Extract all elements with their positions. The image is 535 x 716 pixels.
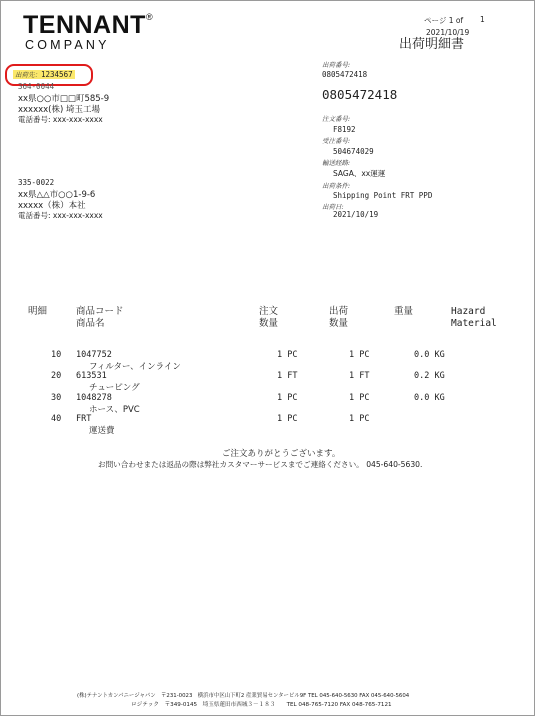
order-label: 受注番号: bbox=[322, 137, 351, 145]
thanks-note: ご注文ありがとうございます。 bbox=[222, 449, 341, 459]
page-number-label: ページ 1 of bbox=[424, 16, 464, 25]
col-header-code: 商品コード bbox=[76, 306, 124, 317]
row-ordered: 1 PC bbox=[277, 350, 298, 360]
ship-to-address: xx県○○市□□町585-9 bbox=[18, 94, 110, 104]
row-weight: 0.2 KG bbox=[414, 371, 445, 381]
col-header-weight: 重量 bbox=[394, 306, 414, 317]
shipment-no-label: 出荷番号: bbox=[322, 61, 351, 69]
col-header-name: 商品名 bbox=[76, 318, 105, 329]
footer-line-2: ロジテック 〒349-0145 埼玉県蓮田市西城３－１８３ TEL 048-765-7120 FAX 048-765-7121 bbox=[131, 702, 392, 708]
footer-line-1: (株)テナントカンパニージャパン 〒231-0023 横浜市中区山下町2 産業貿易センタービル9F TEL 045-640-5630 FAX 045-640-5604 bbox=[77, 693, 410, 699]
col-header-hazard-1: Hazard bbox=[451, 306, 486, 317]
row-shipped: 1 PC bbox=[349, 414, 370, 424]
row-ordered: 1 PC bbox=[277, 393, 298, 403]
ship-to-phone: 電話番号: xxx-xxx-xxxx bbox=[18, 115, 103, 124]
row-name: フィルター、インライン bbox=[89, 362, 181, 372]
document-date: 2021/10/19 bbox=[426, 28, 470, 37]
terms-label: 出荷条件: bbox=[322, 182, 351, 190]
document-title: 出荷明細書 bbox=[399, 37, 465, 52]
row-name: ホース、PVC bbox=[89, 405, 140, 415]
col-header-line: 明細 bbox=[28, 306, 48, 317]
order-number: 504674029 bbox=[333, 147, 374, 156]
route-value: SAGA、xx運運 bbox=[333, 169, 386, 178]
shipment-no-large: 0805472418 bbox=[322, 87, 398, 102]
row-shipped: 1 PC bbox=[349, 393, 370, 403]
route-label: 輸送経路: bbox=[322, 159, 351, 167]
row-code: 1048278 bbox=[76, 393, 112, 403]
shipper-label: 出荷先： bbox=[15, 71, 41, 79]
po-label: 注文番号: bbox=[322, 115, 351, 123]
row-line-no: 30 bbox=[51, 393, 62, 403]
bill-to-phone: 電話番号: xxx-xxx-xxxx bbox=[18, 211, 103, 220]
col-header-hazard-2: Material bbox=[451, 318, 497, 329]
row-ordered: 1 FT bbox=[277, 371, 298, 381]
col-header-shipped-2: 数量 bbox=[329, 318, 349, 329]
ship-to-zip: 364-0044 bbox=[18, 82, 55, 91]
row-line-no: 40 bbox=[51, 414, 62, 424]
shipment-no: 0805472418 bbox=[322, 70, 368, 79]
row-shipped: 1 PC bbox=[349, 350, 370, 360]
row-name: チューピング bbox=[89, 383, 140, 393]
bill-to-address: xx県△△市○○1-9-6 bbox=[18, 190, 96, 200]
row-weight: 0.0 KG bbox=[414, 393, 445, 403]
terms-value: Shipping Point FRT PPD bbox=[333, 191, 433, 200]
col-header-ordered-1: 注文 bbox=[259, 306, 279, 317]
bill-to-zip: 335-0022 bbox=[18, 178, 55, 187]
row-code: 613531 bbox=[76, 371, 107, 381]
logo-text-company: COMPANY bbox=[25, 38, 110, 52]
company-logo-wordmark bbox=[23, 13, 153, 38]
page-total: 1 bbox=[480, 15, 485, 24]
row-line-no: 20 bbox=[51, 371, 62, 381]
bill-to-company: xxxxx（株）本社 bbox=[18, 201, 86, 211]
row-line-no: 10 bbox=[51, 350, 62, 360]
ship-date-label: 出荷日: bbox=[322, 203, 344, 211]
row-code: 1047752 bbox=[76, 350, 112, 360]
ship-date: 2021/10/19 bbox=[333, 210, 379, 219]
row-shipped: 1 FT bbox=[349, 371, 370, 381]
logo-text-tennant: TENNANT bbox=[23, 11, 146, 39]
row-name: 運送費 bbox=[89, 426, 115, 436]
shipper-code-field bbox=[13, 70, 75, 79]
registered-mark: ® bbox=[145, 12, 154, 22]
shipper-code: 1234567 bbox=[41, 70, 73, 79]
contact-note: お問い合わせまたは返品の際は弊社カスタマーサービスまでご連絡ください。 045-640-5630. bbox=[98, 460, 423, 469]
col-header-ordered-2: 数量 bbox=[259, 318, 279, 329]
row-weight: 0.0 KG bbox=[414, 350, 445, 360]
row-ordered: 1 PC bbox=[277, 414, 298, 424]
po-number: F8192 bbox=[333, 125, 356, 134]
row-code: FRT bbox=[76, 414, 92, 424]
ship-to-company: xxxxxx(株) 埼玉工場 bbox=[18, 105, 101, 115]
col-header-shipped-1: 出荷 bbox=[329, 306, 349, 317]
